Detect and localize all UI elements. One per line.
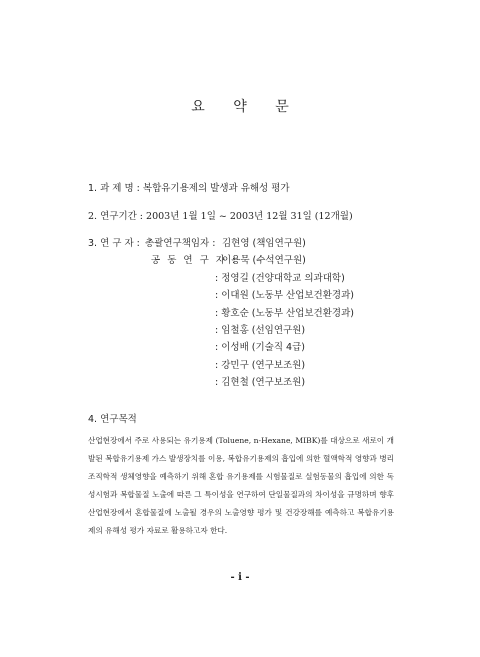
researcher-item: : 임철홍 (선임연구원) [215,324,306,336]
researcher-item: : 황호순 (노동부 산업보건환경과) [215,307,354,319]
role-co-label: 공 동 연 구 자 : [151,255,238,266]
researcher-item: 김현영 (책임연구원) [222,238,306,249]
research-period-line: 2. 연구기간 : 2003년 1월 1일 ~ 2003년 12월 31일 (12개월) [88,211,353,222]
researchers-label: 3. 연 구 자 : [88,238,140,249]
researcher-item: 이용묵 (수석연구원) [222,255,306,267]
researcher-item: : 이대원 (노동부 산업보건환경과) [215,290,354,302]
researcher-item: : 강민구 (연구보조원) [215,359,306,371]
section-paragraph: 산업현장에서 주로 사용되는 유기용제 (Toluene, n-Hexane, MIBK)를 대상으로 새로이 개발된 복합유기용제 가스 발생장치를 이용, 복합유기용제의 흡입에 의한 혈액학적 영향과 병리조직학적 생체영향을 예측하기 위해 혼합 유기용제를 시험물질로 실험동물의 흡입에 의한 독성시험과 복합물질 노출에 따른 그 특이성을 연구하여 단일물질과의 차이성을 규명하며 향후 산업현장에서 혼합물질에 노출될 경우의 노출영향 평가 및 건강장해를 예측하고 복합유기용제의 유해성 평가 자료로 활용하고자 한다. [88,436,394,535]
page-title: 요 약 문 [191,99,301,115]
researcher-item: : 김현철 (연구보조원) [215,377,306,389]
researcher-list [215,235,354,392]
page-number: - i - [230,572,250,583]
project-title-line: 1. 과 제 명 : 복합유기용제의 발생과 유해성 평가 [88,183,290,194]
role-lead-label: 총괄연구책임자 : [145,238,216,249]
section-heading: 4. 연구목적 [88,414,137,425]
researcher-item: : 이성배 (기술직 4급) [215,342,305,354]
researcher-item: : 정영길 (건양대학교 의과대학) [215,272,345,284]
